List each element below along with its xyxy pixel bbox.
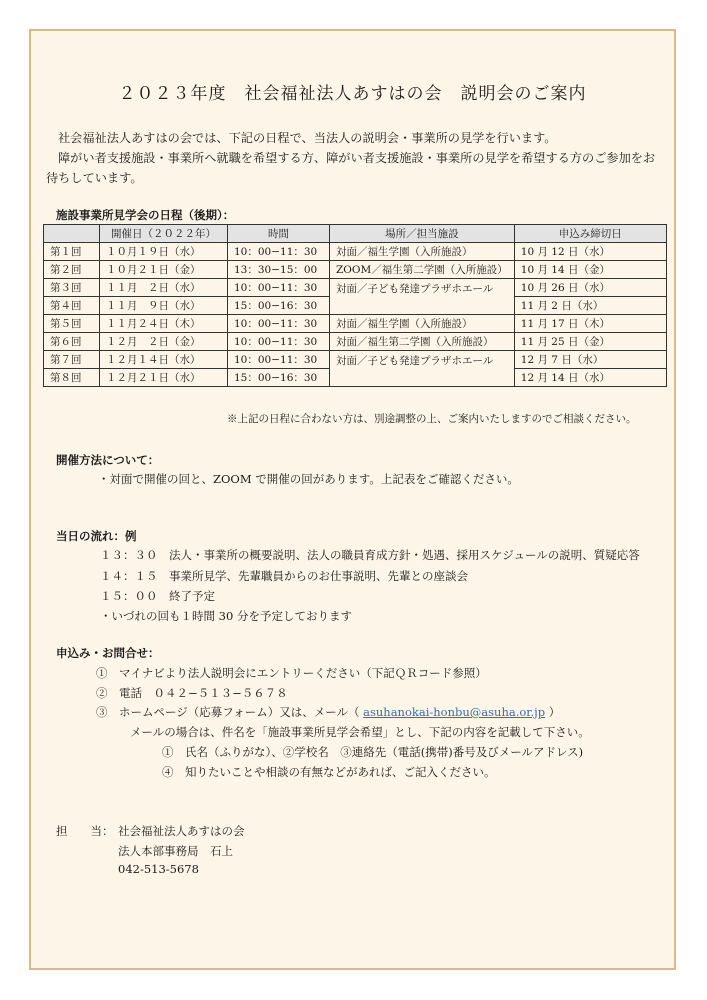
flow-line-3: １５：００ 終了予定 [100, 589, 215, 603]
cell-deadline: 11 月 17 日（木） [514, 315, 666, 333]
cell-date: １１月 ２日（水） [100, 279, 228, 297]
cell-place: 対面／福生学園（入所施設） [330, 243, 515, 261]
schedule-heading: 施設事業所見学会の日程（後期）： [56, 208, 235, 222]
schedule-header-row [44, 225, 667, 243]
apply-item-3-suffix: ） [548, 705, 561, 719]
cell-time: 10：00−11：30 [228, 279, 330, 297]
cell-no: 第４回 [44, 297, 100, 315]
cell-time: 10：00−11：30 [228, 333, 330, 351]
cell-date: １０月２１日（金） [100, 261, 228, 279]
header-cell-no [44, 225, 100, 243]
cell-no: 第３回 [44, 279, 100, 297]
method-text: ・対面で開催の回と、ZOOM で開催の回があります。上記表をご確認ください。 [98, 472, 519, 486]
table-row [44, 279, 667, 297]
contact-phone: 042-513-5678 [118, 862, 199, 876]
cell-deadline: 10 月 12 日（水） [514, 243, 666, 261]
flow-line-1: １３：３０ 法人・事業所の概要説明、法人の職員育成方針・処遇、採用スケジュールの説明、質疑応答 [100, 548, 640, 562]
page-title: ２０２３年度 社会福祉法人あすはの会 説明会のご案内 [118, 84, 587, 104]
table-row [44, 333, 667, 351]
cell-time: 13：30−15：00 [228, 261, 330, 279]
cell-date: １２月２１日（水） [100, 369, 228, 387]
cell-no: 第６回 [44, 333, 100, 351]
apply-heading: 申込み・お問合せ： [56, 646, 160, 660]
schedule-table [43, 224, 667, 387]
apply-item-2: ② 電話 ０４２−５１３−５６７８ [96, 686, 288, 700]
cell-date: １２月１４日（水） [100, 351, 228, 369]
cell-place: 対面／子ども発達プラザホエール [330, 351, 515, 387]
cell-place: ZOOM／福生第二学園（入所施設） [330, 261, 515, 279]
cell-time: 10：00−11：30 [228, 315, 330, 333]
cell-date: １１月 ９日（水） [100, 297, 228, 315]
cell-time: 15：00−16：30 [228, 297, 330, 315]
table-row [44, 351, 667, 369]
flow-heading: 当日の流れ：例 [56, 529, 137, 543]
method-heading: 開催方法について： [56, 453, 160, 467]
mail-item-1: ① 氏名（ふりがな）、②学校名 ③連絡先（電話(携帯)番号及びメールアドレス) [162, 745, 584, 759]
cell-date: １１月２４日（木） [100, 315, 228, 333]
cell-time: 10：00−11：30 [228, 243, 330, 261]
table-row [44, 315, 667, 333]
cell-deadline: 12 月 14 日（水） [514, 369, 666, 387]
apply-item-1: ① マイナビより法人説明会にエントリーください（下記ＱＲコード参照） [96, 666, 487, 680]
header-cell-deadline: 申込み締切日 [514, 225, 666, 243]
apply-item-3-prefix: ③ ホームページ（応募フォーム）又は、メール（ [96, 705, 360, 719]
header-cell-date: 開催日（２０２２年） [100, 225, 228, 243]
cell-deadline: 10 月 26 日（水） [514, 279, 666, 297]
cell-no: 第２回 [44, 261, 100, 279]
contact-office: 法人本部事務局 石上 [118, 844, 233, 858]
cell-no: 第７回 [44, 351, 100, 369]
cell-time: 10：00−11：30 [228, 351, 330, 369]
cell-date: １２月 ２日（金） [100, 333, 228, 351]
header-cell-time: 時間 [228, 225, 330, 243]
flow-line-4: ・いづれの回も１時間 30 分を予定しております [100, 609, 352, 623]
contact-org: 社会福祉法人あすはの会 [118, 824, 245, 838]
cell-place: 対面／福生学園（入所施設） [330, 315, 515, 333]
flow-line-2: １４：１５ 事業所見学、先輩職員からのお仕事説明、先輩との座談会 [100, 569, 468, 583]
cell-place: 対面／子ども発達プラザホエール [330, 279, 515, 315]
schedule-note: ※上記の日程に合わない方は、別途調整の上、ご案内いたしますのでご相談ください。 [227, 413, 637, 425]
mail-item-2: ④ 知りたいことや相談の有無などがあれば、ご記入ください。 [162, 765, 496, 779]
document-frame [29, 29, 676, 970]
apply-item-3 [96, 704, 560, 720]
table-row [44, 243, 667, 261]
cell-place: 対面／福生第二学園（入所施設） [330, 333, 515, 351]
intro-line-2: 障がい者支援施設・事業所へ就職を希望する方、障がい者支援施設・事業所の見学を希望する方のご参加をお [58, 151, 656, 165]
cell-time: 15：00−16：30 [228, 369, 330, 387]
cell-deadline: 12 月 7 日（水） [514, 351, 666, 369]
email-link[interactable]: asuhanokai-honbu@asuha.or.jp [363, 705, 546, 719]
intro-line-3: 待ちしています。 [46, 171, 143, 185]
cell-no: 第５回 [44, 315, 100, 333]
header-cell-place: 場所／担当施設 [330, 225, 515, 243]
table-row [44, 261, 667, 279]
contact-label: 担 当： [56, 824, 114, 838]
cell-date: １０月１９日（水） [100, 243, 228, 261]
cell-deadline: 11 月 2 日（水） [514, 297, 666, 315]
cell-deadline: 10 月 14 日（金） [514, 261, 666, 279]
mail-note: メールの場合は、件名を「施設事業所見学会希望」とし、下記の内容を記載して下さい。 [130, 725, 590, 739]
cell-no: 第８回 [44, 369, 100, 387]
intro-line-1: 社会福祉法人あすはの会では、下記の日程で、当法人の説明会・事業所の見学を行います。 [58, 131, 557, 145]
cell-no: 第１回 [44, 243, 100, 261]
cell-deadline: 11 月 25 日（金） [514, 333, 666, 351]
